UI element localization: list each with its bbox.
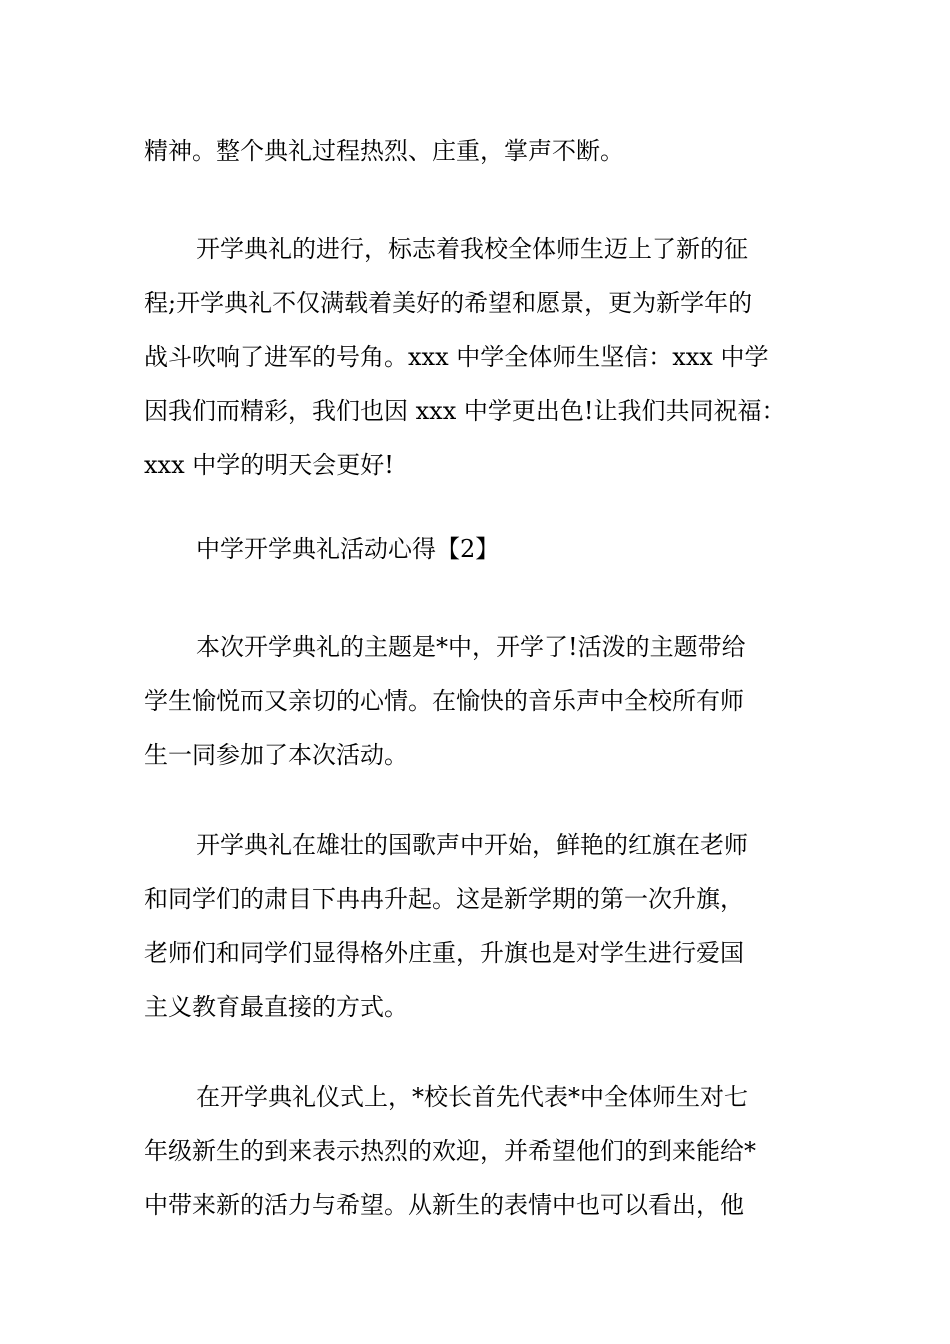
text-line: 生一同参加了本次活动。	[144, 741, 408, 769]
paragraph	[144, 1070, 809, 1232]
text-line: 本次开学典礼的主题是*中，开学了!活泼的主题带给	[196, 633, 746, 661]
text-line: 和同学们的肃目下冉冉升起。这是新学期的第一次升旗，	[144, 885, 744, 913]
text-line: 开学典礼的进行，标志着我校全体师生迈上了新的征	[196, 235, 748, 263]
text-line: 程;开学典礼不仅满载着美好的希望和愿景，更为新学年的	[144, 289, 753, 317]
section-heading	[144, 522, 809, 576]
text-line: 开学典礼在雄壮的国歌声中开始，鲜艳的红旗在老师	[196, 831, 748, 859]
text-line: 中带来新的活力与希望。从新生的表情中也可以看出，他	[144, 1191, 744, 1219]
text-line: 年级新生的到来表示热烈的欢迎，并希望他们的到来能给*	[144, 1137, 756, 1165]
text-line: 主义教育最直接的方式。	[144, 993, 408, 1021]
text-line: 学生愉悦而又亲切的心情。在愉快的音乐声中全校所有师	[144, 687, 744, 715]
text-line: 在开学典礼仪式上，*校长首先代表*中全体师生对七	[196, 1083, 748, 1111]
paragraph-continuation	[144, 124, 809, 178]
text-line: 精神。整个典礼过程热烈、庄重，掌声不断。	[144, 137, 624, 165]
paragraph	[144, 620, 809, 782]
paragraph	[144, 818, 809, 1034]
heading-text: 中学开学典礼活动心得【2】	[196, 535, 500, 563]
paragraph	[144, 222, 809, 492]
text-line: xxx 中学的明天会更好!	[144, 451, 394, 479]
text-line: 因我们而精彩，我们也因 xxx 中学更出色!让我们共同祝福：	[144, 397, 786, 425]
text-line: 战斗吹响了进军的号角。xxx 中学全体师生坚信：xxx 中学	[144, 343, 769, 371]
text-line: 老师们和同学们显得格外庄重，升旗也是对学生进行爱国	[144, 939, 744, 967]
